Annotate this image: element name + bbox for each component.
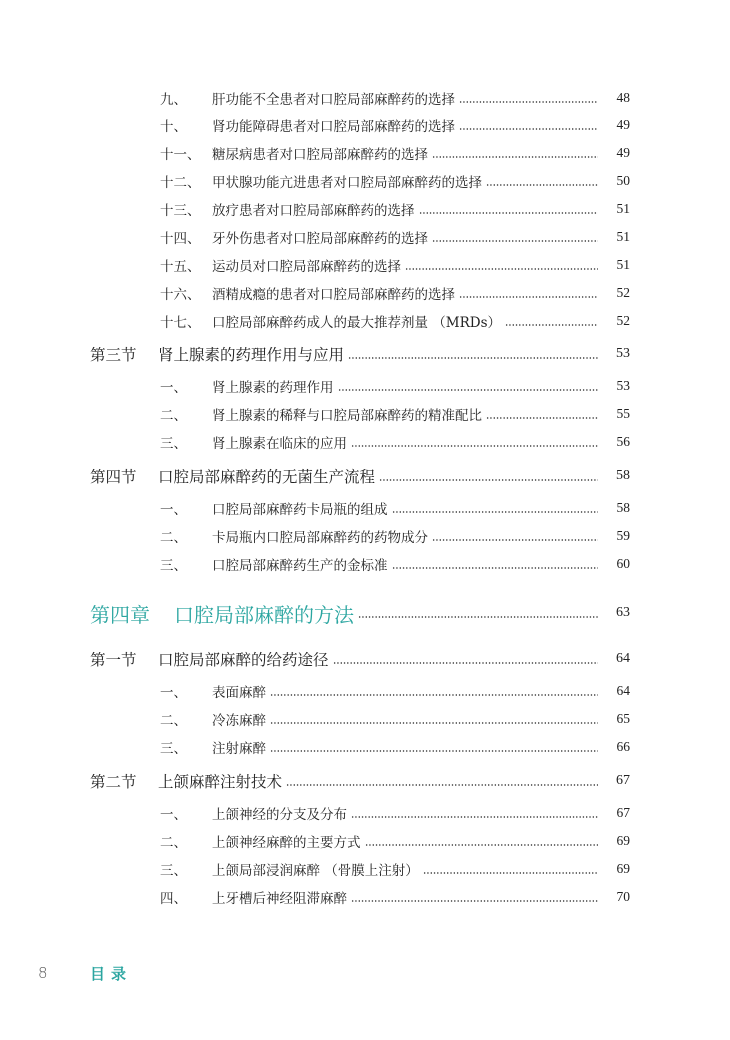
entry-page-number: 65 <box>616 711 630 726</box>
entry-page-number: 59 <box>616 528 630 543</box>
dot-leader <box>459 296 598 298</box>
entry-number: 第一节 <box>90 651 137 669</box>
entry-number: 第四章 <box>90 602 150 627</box>
dot-leader <box>286 784 598 786</box>
toc-item[interactable] <box>0 113 730 137</box>
entry-title: 糖尿病患者对口腔局部麻醉药的选择 <box>212 147 428 163</box>
toc-section[interactable] <box>0 647 730 671</box>
dot-leader <box>432 539 598 541</box>
entry-number: 九、 <box>160 92 187 108</box>
entry-number: 十六、 <box>160 287 201 303</box>
dot-leader <box>486 184 598 186</box>
entry-number: 第四节 <box>90 468 137 486</box>
toc-item[interactable] <box>0 801 730 825</box>
entry-title: 表面麻醉 <box>212 685 266 701</box>
entry-number: 二、 <box>160 530 187 546</box>
toc-item[interactable] <box>0 141 730 165</box>
entry-number: 一、 <box>160 685 187 701</box>
entry-number: 三、 <box>160 741 187 757</box>
entry-title: 口腔局部麻醉的方法 <box>174 602 354 627</box>
dot-leader <box>351 445 598 447</box>
toc-item[interactable] <box>0 253 730 277</box>
entry-title: 口腔局部麻醉药卡局瓶的组成 <box>212 502 388 518</box>
dot-leader <box>486 417 598 419</box>
dot-leader <box>423 872 598 874</box>
page-number: 8 <box>38 964 48 982</box>
entry-number: 二、 <box>160 835 187 851</box>
toc-item[interactable] <box>0 524 730 548</box>
entry-page-number: 67 <box>616 773 630 788</box>
entry-title: 肾上腺素的药理作用与应用 <box>158 346 345 364</box>
entry-page-number: 49 <box>616 145 630 160</box>
entry-title: 上颌麻醉注射技术 <box>158 773 283 791</box>
dot-leader <box>459 128 598 130</box>
entry-title: 口腔局部麻醉的给药途径 <box>158 651 329 669</box>
dot-leader <box>392 567 599 569</box>
toc-item[interactable] <box>0 225 730 249</box>
entry-title: 上牙槽后神经阻滞麻醉 <box>212 891 347 907</box>
dot-leader <box>432 156 598 158</box>
entry-number: 二、 <box>160 713 187 729</box>
entry-page-number: 70 <box>616 889 630 904</box>
entry-title: 肾上腺素的稀释与口腔局部麻醉药的精准配比 <box>212 408 482 424</box>
toc-item[interactable] <box>0 430 730 454</box>
entry-page-number: 51 <box>616 201 630 216</box>
entry-title: 肝功能不全患者对口腔局部麻醉药的选择 <box>212 92 455 108</box>
toc-item[interactable] <box>0 309 730 333</box>
entry-page-number: 58 <box>616 468 630 483</box>
entry-page-number: 52 <box>616 285 630 300</box>
entry-number: 第三节 <box>90 346 137 364</box>
entry-title: 上颌局部浸润麻醉 （骨膜上注射） <box>212 863 419 879</box>
dot-leader <box>270 694 598 696</box>
dot-leader <box>270 722 598 724</box>
entry-number: 三、 <box>160 436 187 452</box>
dot-leader <box>505 324 598 326</box>
entry-title: 肾功能障碍患者对口腔局部麻醉药的选择 <box>212 119 455 135</box>
dot-leader <box>338 389 599 391</box>
entry-title: 上颌神经的分支及分布 <box>212 807 347 823</box>
toc-item[interactable] <box>0 402 730 426</box>
entry-title: 酒精成瘾的患者对口腔局部麻醉药的选择 <box>212 287 455 303</box>
entry-page-number: 51 <box>616 257 630 272</box>
entry-page-number: 64 <box>616 651 630 666</box>
toc-section[interactable] <box>0 769 730 793</box>
entry-number: 十三、 <box>160 203 201 219</box>
toc-item[interactable] <box>0 829 730 853</box>
entry-number: 四、 <box>160 891 187 907</box>
entry-page-number: 66 <box>616 739 630 754</box>
dot-leader <box>419 212 599 214</box>
entry-page-number: 56 <box>616 434 630 449</box>
toc-item[interactable] <box>0 281 730 305</box>
entry-number: 十、 <box>160 119 187 135</box>
entry-page-number: 49 <box>616 117 630 132</box>
entry-number: 三、 <box>160 863 187 879</box>
entry-page-number: 64 <box>616 683 630 698</box>
entry-number: 三、 <box>160 558 187 574</box>
entry-page-number: 55 <box>616 406 630 421</box>
dot-leader <box>379 479 598 481</box>
toc-item[interactable] <box>0 374 730 398</box>
entry-title: 注射麻醉 <box>212 741 266 757</box>
toc-item[interactable] <box>0 707 730 731</box>
dot-leader <box>333 662 598 664</box>
dot-leader <box>432 240 598 242</box>
entry-title: 口腔局部麻醉药的无菌生产流程 <box>158 468 376 486</box>
entry-page-number: 48 <box>616 90 630 105</box>
entry-page-number: 52 <box>616 313 630 328</box>
toc-item[interactable] <box>0 197 730 221</box>
entry-page-number: 67 <box>616 805 630 820</box>
entry-page-number: 60 <box>616 556 630 571</box>
toc-item[interactable] <box>0 496 730 520</box>
entry-title: 肾上腺素的药理作用 <box>212 380 334 396</box>
dot-leader <box>405 268 598 270</box>
entry-title: 上颌神经麻醉的主要方式 <box>212 835 361 851</box>
entry-page-number: 51 <box>616 229 630 244</box>
entry-page-number: 58 <box>616 500 630 515</box>
entry-number: 十七、 <box>160 315 201 331</box>
running-title: 目录 <box>90 965 133 983</box>
dot-leader <box>365 844 599 846</box>
dot-leader <box>392 511 599 513</box>
entry-title: 牙外伤患者对口腔局部麻醉药的选择 <box>212 231 428 247</box>
dot-leader <box>348 357 598 359</box>
entry-page-number: 69 <box>616 861 630 876</box>
entry-title: 冷冻麻醉 <box>212 713 266 729</box>
dot-leader <box>351 816 598 818</box>
entry-number: 十一、 <box>160 147 201 163</box>
toc-section[interactable] <box>0 464 730 488</box>
entry-page-number: 63 <box>616 605 630 620</box>
toc-item[interactable] <box>0 86 730 110</box>
toc-section[interactable] <box>0 342 730 366</box>
entry-number: 二、 <box>160 408 187 424</box>
entry-number: 一、 <box>160 807 187 823</box>
entry-title: 口腔局部麻醉药成人的最大推荐剂量 （MRDs） <box>212 315 502 331</box>
toc-chapter[interactable] <box>0 597 730 629</box>
entry-number: 一、 <box>160 502 187 518</box>
toc-item[interactable] <box>0 169 730 193</box>
dot-leader <box>459 101 598 103</box>
toc-item[interactable] <box>0 679 730 703</box>
entry-page-number: 53 <box>616 346 630 361</box>
entry-title: 运动员对口腔局部麻醉药的选择 <box>212 259 401 275</box>
entry-number: 十二、 <box>160 175 201 191</box>
dot-leader <box>358 616 598 618</box>
toc-item[interactable] <box>0 735 730 759</box>
entry-title: 甲状腺功能亢进患者对口腔局部麻醉药的选择 <box>212 175 482 191</box>
entry-title: 肾上腺素在临床的应用 <box>212 436 347 452</box>
entry-title: 放疗患者对口腔局部麻醉药的选择 <box>212 203 415 219</box>
entry-title: 口腔局部麻醉药生产的金标准 <box>212 558 388 574</box>
dot-leader <box>351 900 598 902</box>
toc-item[interactable] <box>0 552 730 576</box>
entry-number: 第二节 <box>90 773 137 791</box>
entry-number: 一、 <box>160 380 187 396</box>
entry-title: 卡局瓶内口腔局部麻醉药的药物成分 <box>212 530 428 546</box>
entry-page-number: 53 <box>616 378 630 393</box>
entry-page-number: 50 <box>616 173 630 188</box>
toc-item[interactable] <box>0 885 730 909</box>
entry-page-number: 69 <box>616 833 630 848</box>
entry-number: 十五、 <box>160 259 201 275</box>
dot-leader <box>270 750 598 752</box>
toc-item[interactable] <box>0 857 730 881</box>
entry-number: 十四、 <box>160 231 201 247</box>
